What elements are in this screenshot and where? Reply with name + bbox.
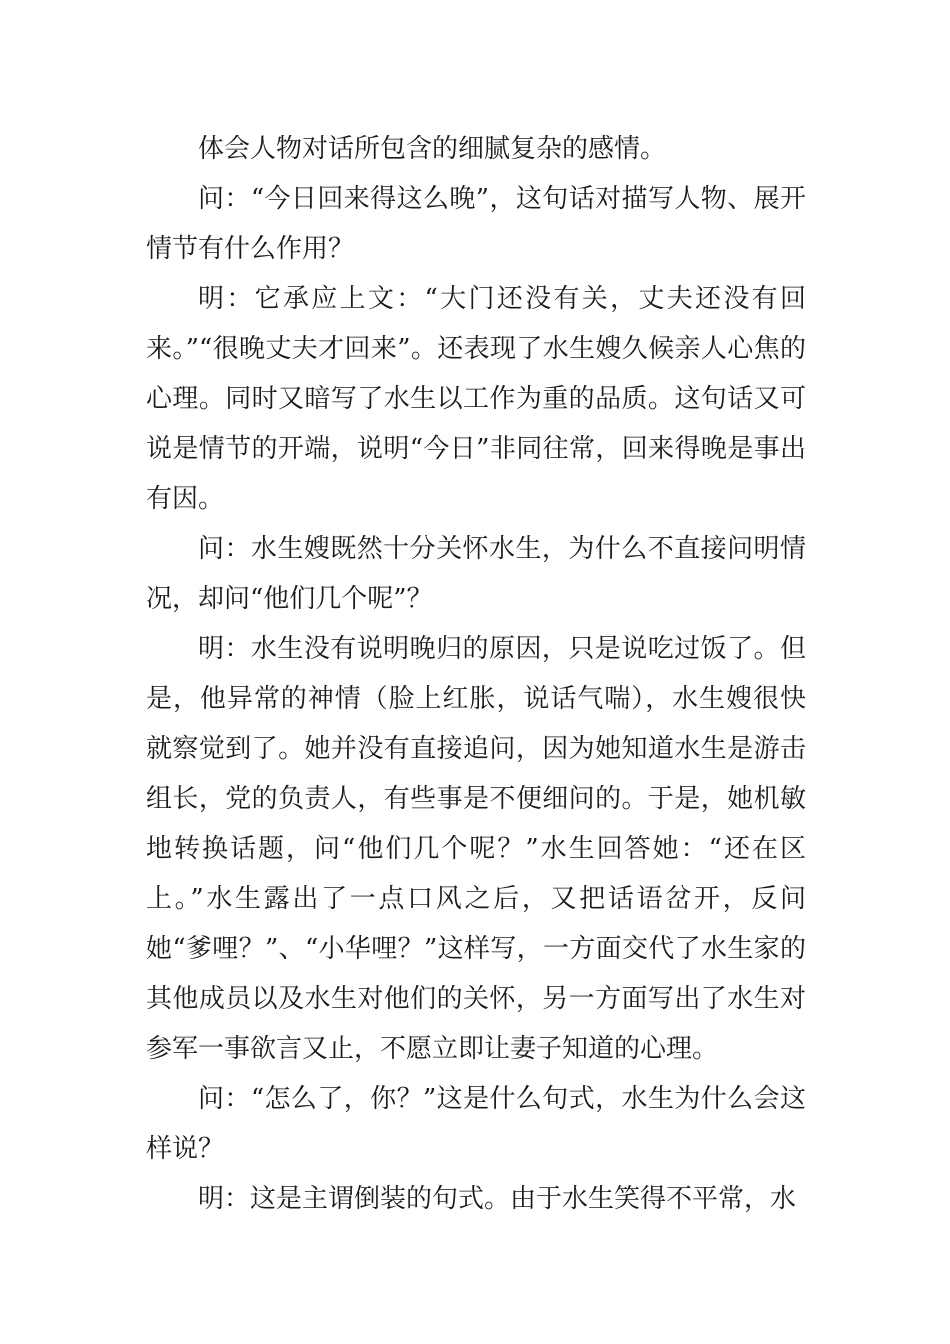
paragraph-question-1: 问：“今日回来得这么晚”，这句话对描写人物、展开情节有什么作用？ (146, 184, 806, 264)
paragraph-answer-3: 明：这是主谓倒装的句式。由于水生笑得不平常，水 (198, 1184, 797, 1214)
paragraph-answer-2: 明：水生没有说明晚归的原因，只是说吃过饭了。但是，他异常的神情（脸上红胀，说话气喘），水生嫂很快就察觉到了。她并没有直接追问，因为她知道水生是游击组长，党的负责人，有些事是不便细问的。于是，她机敏地转换话题，问“他们几个呢？”水生回答她：“还在区上。”水生露出了一点口风之后，又把话语岔开，反问她“爹哩？”、“小华哩？”这样写，一方面交代了水生家的其他成员以及水生对他们的关怀，另一方面写出了水生对参军一事欲言又止，不愿立即让妻子知道的心理。 (146, 634, 806, 1064)
document-page (146, 124, 806, 1224)
paragraph-task: 体会人物对话所包含的细腻复杂的感情。 (198, 134, 667, 164)
paragraph-answer-1: 明：它承应上文：“大门还没有关，丈夫还没有回来。”“很晚丈夫才回来”。还表现了水生嫂久候亲人心焦的心理。同时又暗写了水生以工作为重的品质。这句话又可说是情节的开端，说明“今日”非同往常，回来得晚是事出有因。 (146, 284, 806, 514)
paragraph-question-3: 问：“怎么了，你？”这是什么句式，水生为什么会这样说？ (146, 1084, 806, 1164)
paragraph-question-2: 问：水生嫂既然十分关怀水生，为什么不直接问明情况，却问“他们几个呢”？ (146, 534, 806, 614)
